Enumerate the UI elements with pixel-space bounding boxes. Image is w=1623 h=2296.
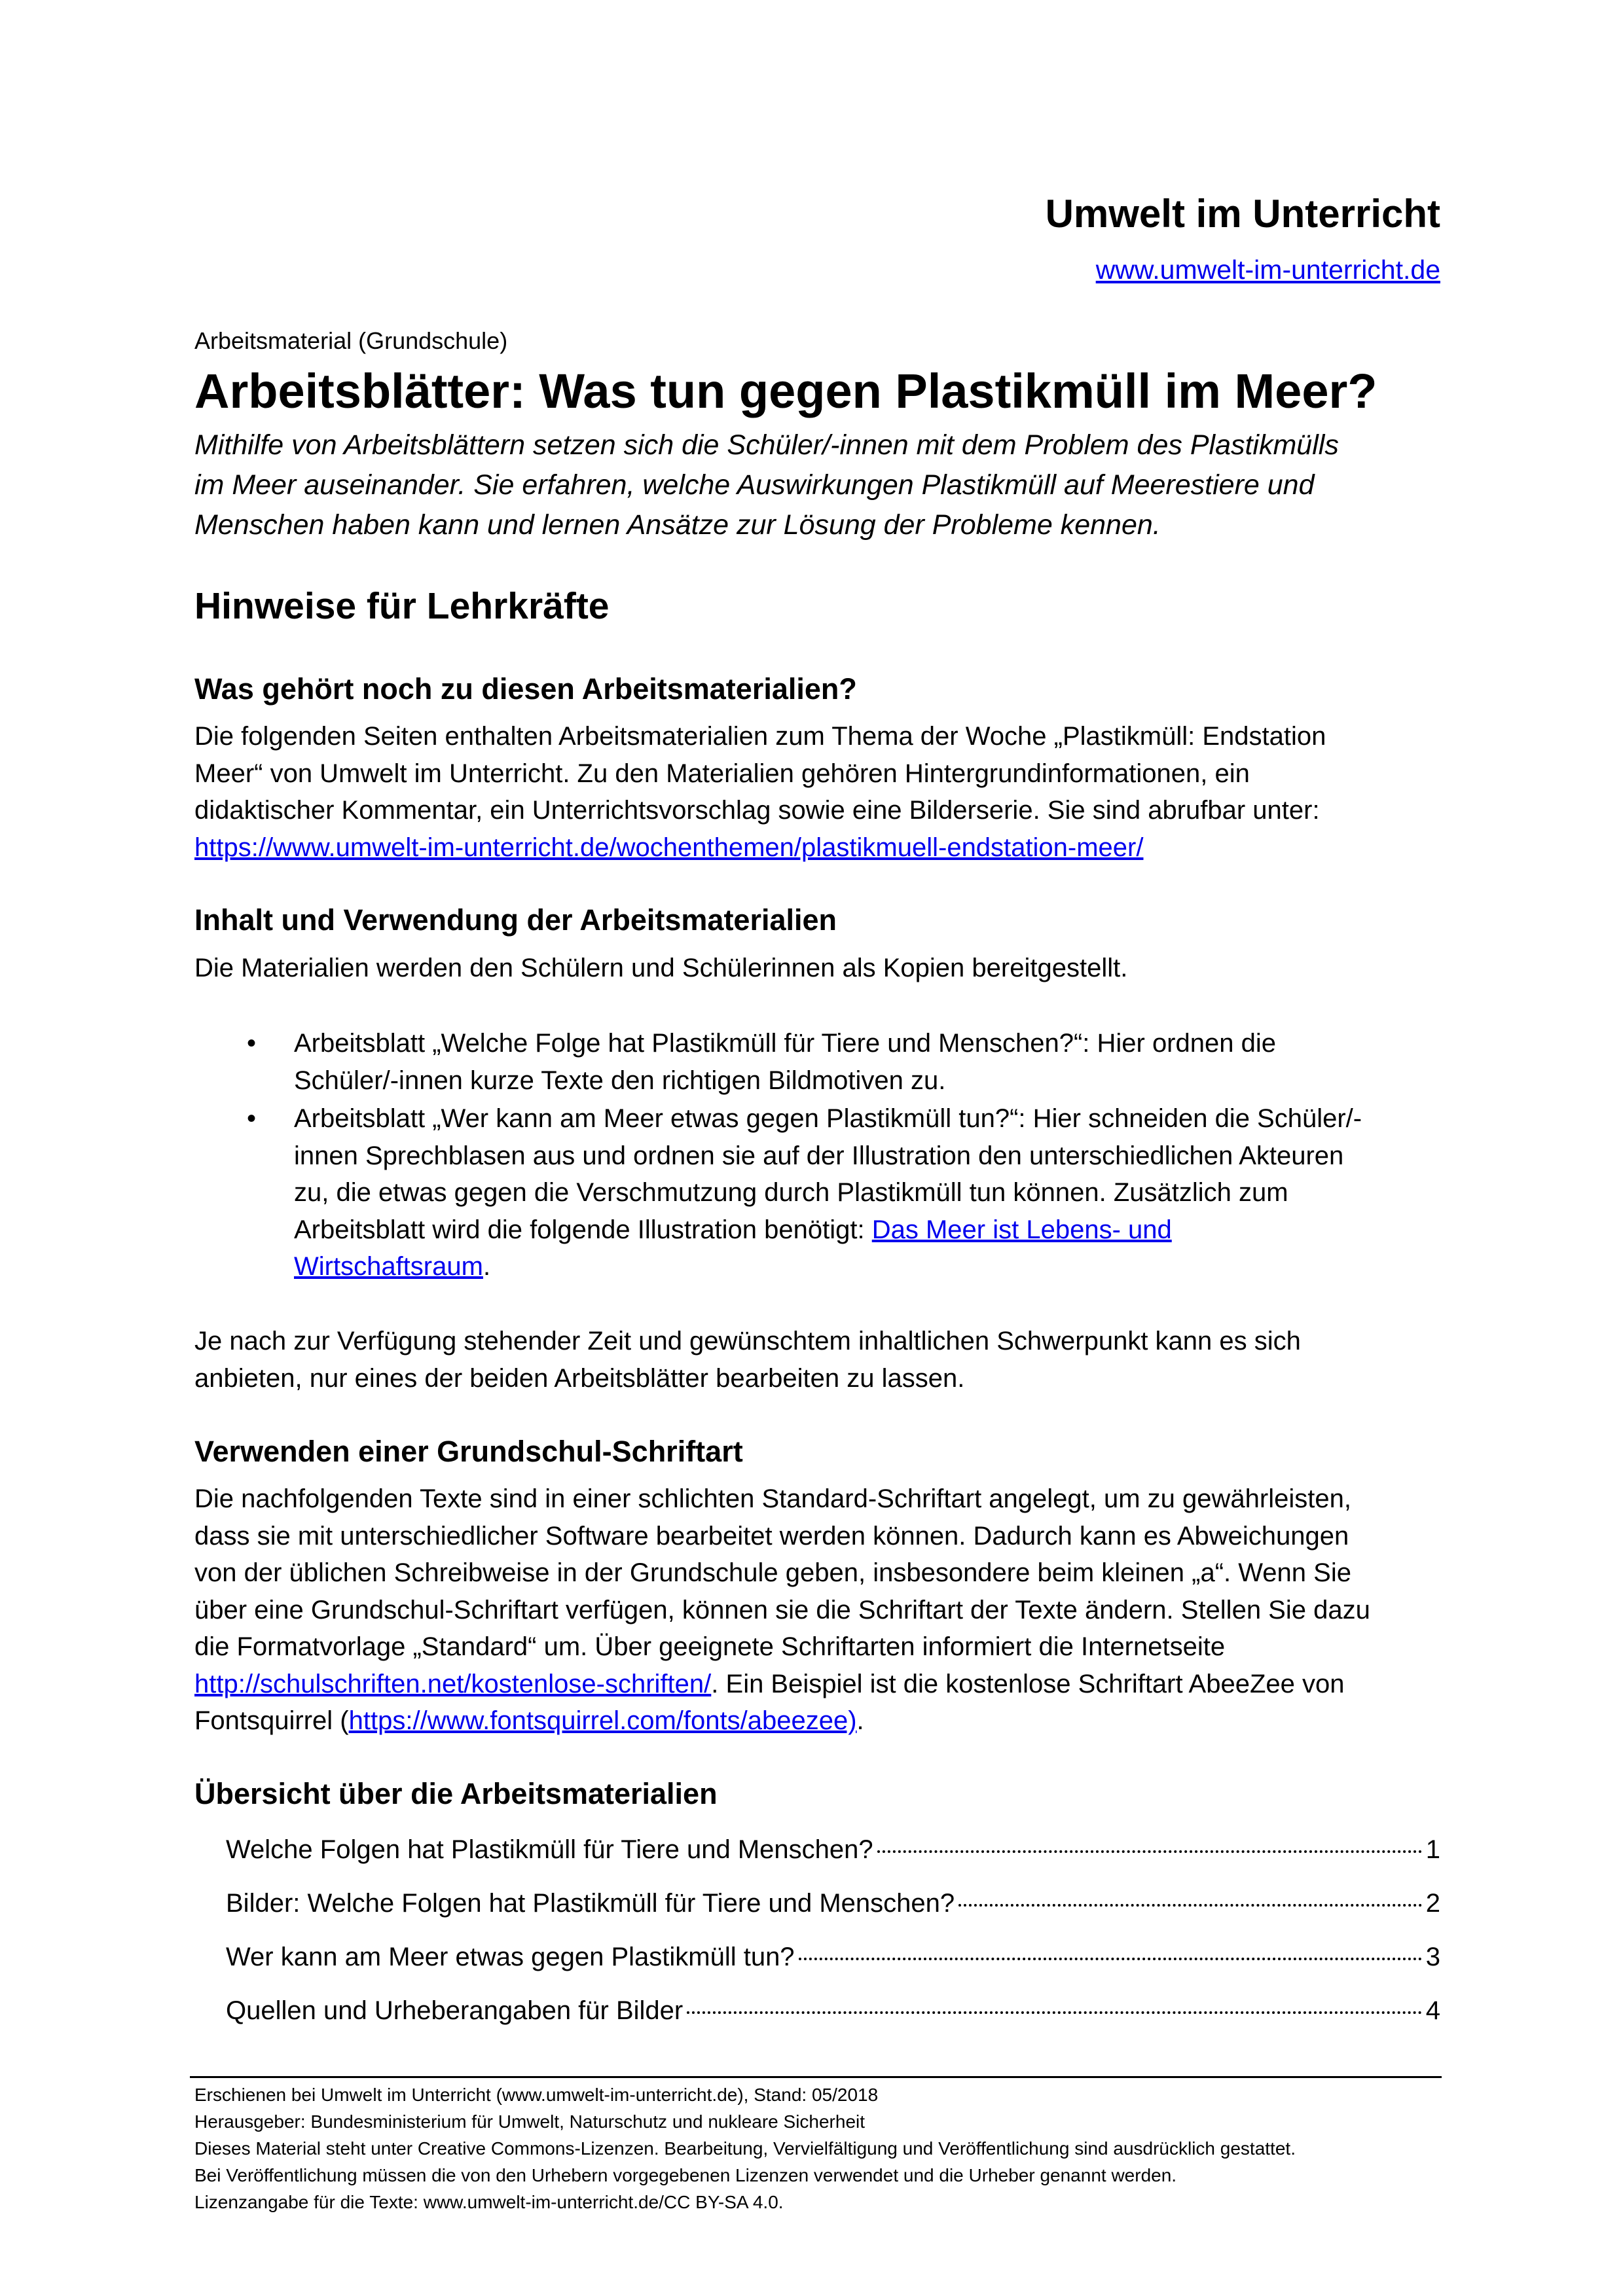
toc-page: 4 <box>1425 1996 1440 2025</box>
footer-line: Herausgeber: Bundesministerium für Umwelt, Naturschutz und nukleare Sicherheit <box>194 2111 866 2132</box>
text-segment: Fontsquirrel ( <box>194 1706 349 1735</box>
material-label: Arbeitsmaterial (Grundschule) <box>194 327 508 354</box>
lead-line: Mithilfe von Arbeitsblättern setzen sich die Schüler/-innen mit dem Problem des Plastikmülls <box>194 429 1339 461</box>
text-line <box>194 1702 1370 1740</box>
text-line: von der üblichen Schreibweise in der Grundschule geben, insbesondere beim kleinen „a“. Wenn Sie <box>194 1558 1351 1587</box>
paragraph-intro: Die Materialien werden den Schülern und Schülerinnen als Kopien bereitgestellt. <box>194 954 1128 982</box>
text-line: Die folgenden Seiten enthalten Arbeitsmaterialien zum Thema der Woche „Plastikmüll: Endstation <box>194 722 1326 751</box>
text-segment: Arbeitsblatt wird die folgende Illustration benötigt: <box>294 1215 872 1244</box>
text-line <box>294 1248 1362 1285</box>
page-title: Arbeitsblätter: Was tun gegen Plastikmüll im Meer? <box>194 364 1377 418</box>
lead-line: im Meer auseinander. Sie erfahren, welche Auswirkungen Plastikmüll auf Meerestiere und <box>194 469 1315 501</box>
footer <box>194 2081 1296 2215</box>
toc-page: 1 <box>1425 1835 1440 1864</box>
footer-line: Bei Veröffentlichung müssen die von den Urhebern vorgegebenen Lizenzen verwendet und die Urheber genannt werden. <box>194 2165 1177 2185</box>
heading-content-usage: Inhalt und Verwendung der Arbeitsmaterialien <box>194 903 837 937</box>
text-line <box>194 1666 1370 1703</box>
heading-overview: Übersicht über die Arbeitsmaterialien <box>194 1777 718 1810</box>
toc-page: 2 <box>1425 1889 1440 1918</box>
footer-line: Erschienen bei Umwelt im Unterricht (www.umwelt-im-unterricht.de), Stand: 05/2018 <box>194 2085 879 2105</box>
toc-entry[interactable] <box>226 1885 1440 1939</box>
text-line: Die nachfolgenden Texte sind in einer schlichten Standard-Schriftart angelegt, um zu gewährleisten, <box>194 1484 1351 1513</box>
toc-leader <box>958 1904 1422 1907</box>
toc-entry[interactable] <box>226 1992 1440 2046</box>
footer-divider <box>190 2076 1442 2078</box>
footer-line: Lizenzangabe für die Texte: www.umwelt-im-unterricht.de/CC BY-SA 4.0. <box>194 2192 784 2212</box>
text-segment: . <box>483 1252 491 1281</box>
text-segment: . <box>856 1706 864 1735</box>
toc-page: 3 <box>1425 1943 1440 1971</box>
text-line: Arbeitsblatt „Welche Folge hat Plastikmüll für Tiere und Menschen?“: Hier ordnen die <box>294 1029 1276 1058</box>
text-line: dass sie mit unterschiedlicher Software bearbeitet werden können. Dadurch kann es Abweichungen <box>194 1521 1349 1551</box>
toc-title: Wer kann am Meer etwas gegen Plastikmüll tun? <box>226 1943 795 1971</box>
text-line <box>294 1211 1362 1249</box>
heading-materials: Was gehört noch zu diesen Arbeitsmaterialien? <box>194 672 857 706</box>
paragraph-outro <box>194 1323 1301 1397</box>
text-line: innen Sprechblasen aus und ordnen sie auf der Illustration den unterschiedlichen Akteuren <box>294 1141 1344 1170</box>
toc-entry[interactable] <box>226 1939 1440 1992</box>
text-line: Arbeitsblatt „Wer kann am Meer etwas gegen Plastikmüll tun?“: Hier schneiden die Schüler/- <box>294 1104 1362 1133</box>
toc-leader <box>687 2011 1422 2014</box>
publisher-link[interactable]: www.umwelt-im-unterricht.de <box>1095 255 1440 285</box>
text-line: Meer“ von Umwelt im Unterricht. Zu den Materialien gehören Hintergrundinformationen, ein <box>194 759 1250 788</box>
text-line: Je nach zur Verfügung stehender Zeit und gewünschtem inhaltlichen Schwerpunkt kann es sich <box>194 1327 1301 1355</box>
paragraph-font <box>194 1480 1370 1740</box>
publisher-title: Umwelt im Unterricht <box>1045 192 1440 236</box>
text-line: die Formatvorlage „Standard“ um. Über geeignete Schriftarten informiert die Internetseite <box>194 1632 1226 1661</box>
footer-line: Dieses Material steht unter Creative Commons-Lizenzen. Bearbeitung, Vervielfältigung und Veröffentlichung sind ausdrücklich gestattet. <box>194 2138 1296 2159</box>
text-line: didaktischer Kommentar, ein Unterrichtsvorschlag sowie eine Bilderserie. Sie sind abrufbar unter: <box>194 796 1320 825</box>
fontsquirrel-link[interactable]: https://www.fontsquirrel.com/fonts/abeezee) <box>348 1706 857 1735</box>
lead-line: Menschen haben kann und lernen Ansätze zur Lösung der Probleme kennen. <box>194 509 1161 541</box>
theme-week-link[interactable]: https://www.umwelt-im-unterricht.de/wochenthemen/plastikmuell-endstation-meer/ <box>194 833 1144 862</box>
toc-title: Welche Folgen hat Plastikmüll für Tiere und Menschen? <box>226 1835 873 1864</box>
bullet-item <box>194 1025 1276 1099</box>
toc-leader <box>877 1850 1422 1853</box>
schulschriften-link[interactable]: http://schulschriften.net/kostenlose-schriften/ <box>194 1669 712 1698</box>
lead-paragraph <box>194 425 1339 545</box>
toc-entry[interactable] <box>226 1831 1440 1885</box>
bullet-icon: • <box>247 1104 257 1133</box>
section-heading-teachers: Hinweise für Lehrkräfte <box>194 585 610 627</box>
toc-leader <box>799 1958 1422 1960</box>
text-line: Schüler/-innen kurze Texte den richtigen Bildmotiven zu. <box>294 1066 946 1095</box>
illustration-link-cont[interactable]: Wirtschaftsraum <box>294 1252 483 1281</box>
heading-font: Verwenden einer Grundschul-Schriftart <box>194 1435 743 1468</box>
text-line: über eine Grundschul-Schriftart verfügen, können sie die Schriftart der Texte ändern. Stellen Sie dazu <box>194 1595 1370 1624</box>
text-line: anbieten, nur eines der beiden Arbeitsblätter bearbeiten zu lassen. <box>194 1363 965 1393</box>
paragraph-materials <box>194 718 1326 866</box>
bullet-icon: • <box>247 1029 257 1058</box>
text-line: zu, die etwas gegen die Verschmutzung durch Plastikmüll tun können. Zusätzlich zum <box>294 1178 1288 1207</box>
bullet-item <box>194 1100 1362 1285</box>
toc-title: Quellen und Urheberangaben für Bilder <box>226 1996 684 2025</box>
text-segment: . Ein Beispiel ist die kostenlose Schriftart AbeeZee von <box>711 1669 1345 1698</box>
table-of-contents <box>226 1831 1440 2046</box>
illustration-link[interactable]: Das Meer ist Lebens- und <box>871 1215 1172 1244</box>
toc-title: Bilder: Welche Folgen hat Plastikmüll für Tiere und Menschen? <box>226 1889 955 1918</box>
